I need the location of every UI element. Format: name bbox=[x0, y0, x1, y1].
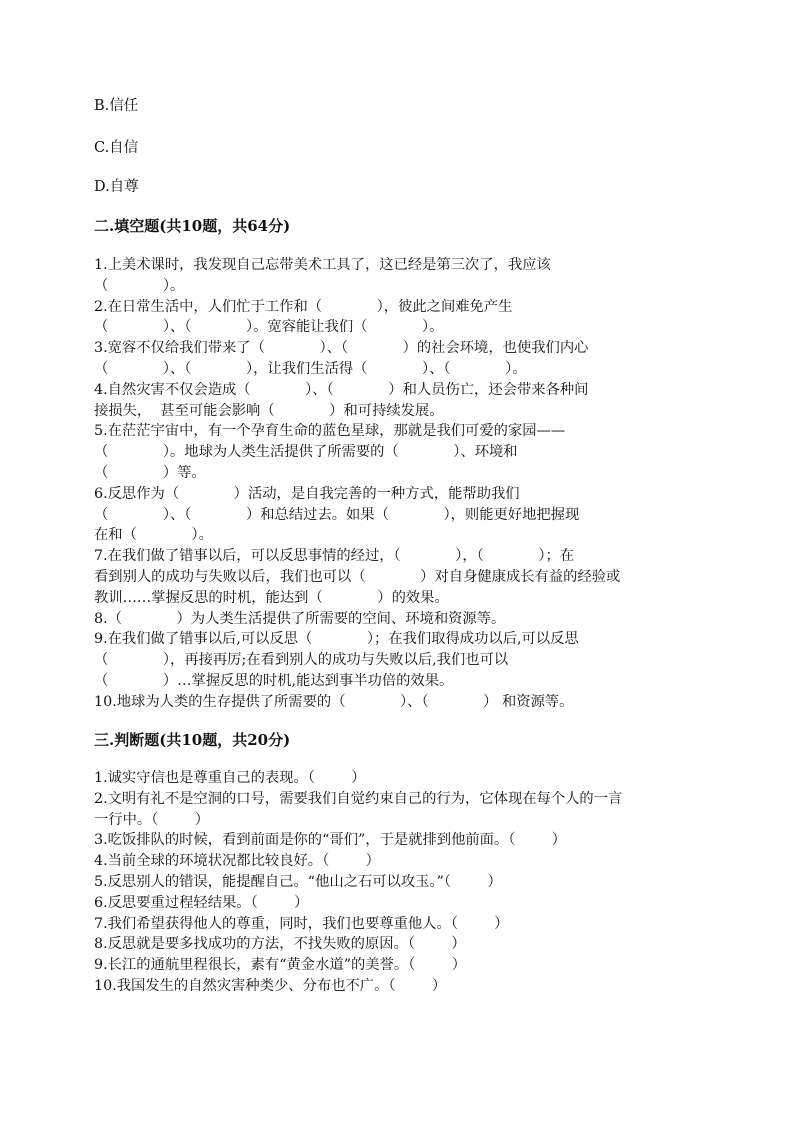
section-true-false-title: 三.判断题(共10题，共20分) bbox=[94, 731, 291, 749]
fill-blank-question-10: 10.地球为人类的生存提供了所需要的（ ）、（ ） 和资源等。 bbox=[94, 693, 574, 710]
true-false-question-9: 9.长江的通航里程很长，素有“黄金水道”的美誉。（ ） bbox=[94, 957, 466, 974]
fill-blank-question-3: 3.宽容不仅给我们带来了（ ）、（ ）的社会环境，也使我们内心 （ ）、（ ），让我们生活得（ ）、（ ）。 bbox=[94, 340, 589, 377]
true-false-list bbox=[94, 768, 704, 997]
fill-blank-question-2: 2.在日常生活中，人们忙于工作和（ ），彼此之间难免产生 （ ）、（ ）。宽容能让我们（ ）。 bbox=[94, 298, 513, 336]
fill-blank-question-9: 9.在我们做了错事以后,可以反思（ ）；在我们取得成功以后,可以反思 （ ），再接再厉;在看到别人的成功与失败以后,我们也可以 （ ）…掌握反思的时机,能达到事半功倍的效果。 bbox=[94, 631, 579, 689]
option-d: D.自尊 bbox=[94, 179, 139, 195]
fill-blank-question-8: 8.（ ）为人类生活提供了所需要的空间、环境和资源等。 bbox=[94, 610, 506, 627]
true-false-question-8: 8.反思就是要多找成功的方法，不找失败的原因。（ ） bbox=[94, 936, 466, 953]
fill-blank-question-4: 4.自然灾害不仅会造成（ ）、（ ）和人员伤亡，还会带来各种间 接损失， 甚至可能会影响（ ）和可持续发展。 bbox=[94, 381, 589, 419]
fill-blank-question-7: 7.在我们做了错事以后，可以反思事情的经过，（ ），（ ）；在 看到别人的成功与失败以后，我们也可以（ ）对自身健康成长有益的经验或 教训……掌握反思的时机，能达到（ ）的效果。 bbox=[94, 548, 621, 606]
true-false-question-10: 10.我国发生的自然灾害种类少、分布也不广。（ ） bbox=[94, 977, 447, 994]
true-false-question-2: 2.文明有礼不是空洞的口号，需要我们自觉约束自己的行为，它体现在每个人的一言 一行中。（ ） bbox=[94, 790, 623, 828]
true-false-question-1: 1.诚实守信也是尊重自己的表现。（ ） bbox=[94, 770, 366, 786]
fill-blank-question-5: 5.在茫茫宇宙中，有一个孕育生命的蓝色星球，那就是我们可爱的家园—— （ ）。地球为人类生活提供了所需要的（ ）、环境和 （ ）等。 bbox=[94, 423, 566, 481]
true-false-question-6: 6.反思要重过程轻结果。（ ） bbox=[94, 894, 309, 911]
fill-blank-question-6: 6.反思作为（ ）活动，是自我完善的一种方式，能帮助我们 （ ）、（ ）和总结过去。如果（ ），则能更好地把握现 在和（ ）。 bbox=[94, 485, 580, 544]
true-false-question-4: 4.当前全球的环境状况都比较良好。（ ） bbox=[94, 853, 380, 870]
true-false-question-7: 7.我们希望获得他人的尊重，同时，我们也要尊重他人。（ ） bbox=[94, 915, 509, 932]
true-false-question-5: 5.反思别人的错误，能提醒自己。“他山之石可以攻玉。”（ ） bbox=[94, 873, 502, 890]
true-false-question-3: 3.吃饭排队的时候，看到前面是你的“哥们”，于是就排到他前面。（ ） bbox=[94, 832, 567, 849]
fill-blank-list bbox=[94, 255, 704, 713]
option-c: C.自信 bbox=[94, 140, 139, 156]
fill-blank-question-1: 1.上美术课时，我发现自己忘带美术工具了，这已经是第三次了，我应该 （ ）。 bbox=[94, 257, 551, 294]
section-fill-blank-title: 二.填空题(共10题，共64分) bbox=[94, 217, 291, 235]
option-b: B.信任 bbox=[94, 98, 139, 114]
